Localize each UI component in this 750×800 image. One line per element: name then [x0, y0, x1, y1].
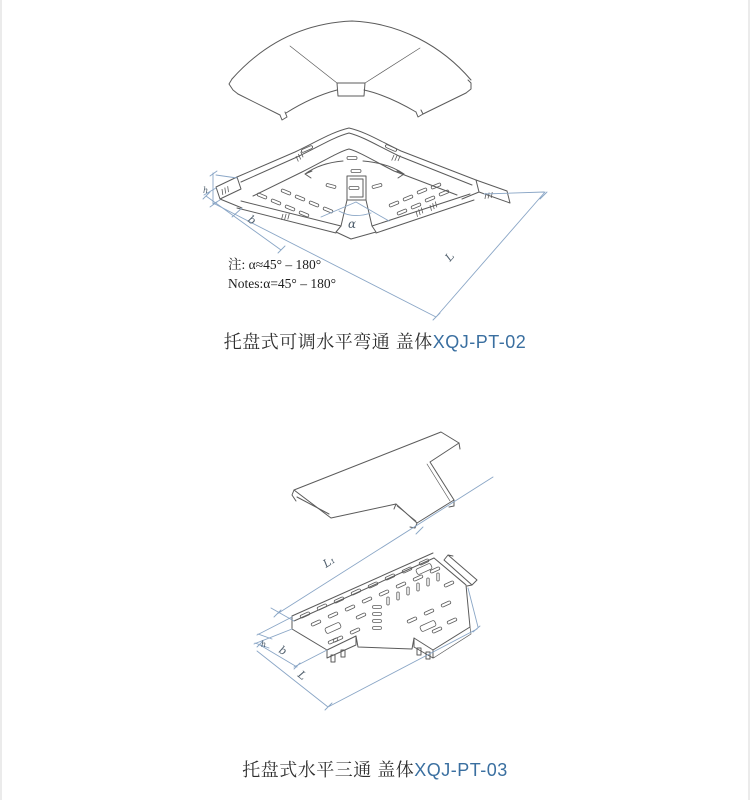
cover-inner-right-edge — [364, 90, 416, 112]
figure1-notes — [228, 255, 336, 293]
cover-outer-arc — [232, 21, 471, 80]
dim-label-height: h — [203, 186, 209, 195]
dim-label-length: L — [295, 668, 309, 683]
cover-center-notch — [337, 83, 365, 96]
cover-inner-left-edge — [286, 90, 337, 113]
tray-center-post — [347, 176, 366, 200]
note-line-en: Notes:α=45° – 180° — [228, 276, 336, 291]
dim-label-run-length: L₁ — [320, 553, 338, 571]
figure2-caption — [0, 756, 750, 782]
tee-cover-branch-fold — [397, 464, 450, 521]
elbow-cover — [229, 21, 471, 120]
dim-label-length: L — [442, 249, 458, 264]
flow-arrow-right — [363, 161, 404, 178]
figure1-dimension-lines — [203, 171, 547, 320]
figure1-caption — [0, 328, 750, 354]
dim-label-width: b — [245, 212, 259, 228]
dim-label-width: b — [276, 643, 290, 659]
figure2 — [254, 432, 493, 710]
cover-right-lip — [466, 80, 471, 93]
cover-right-foot — [416, 110, 423, 117]
figure2-model-code: XQJ-PT-03 — [414, 760, 508, 780]
dim-label-angle: α — [348, 217, 357, 231]
dim-width-line — [203, 188, 285, 253]
tray-front-right-wall — [372, 194, 474, 233]
cover-left-bottom-edge — [238, 94, 280, 115]
figure1-title: 托盘式可调水平弯通 盖体 — [223, 332, 433, 352]
figure2-dimension-lines — [254, 477, 493, 710]
tray-left-end-cap — [216, 177, 242, 208]
flow-arrow-left — [305, 161, 343, 178]
tee-tray — [292, 553, 477, 662]
figure1-model-code: XQJ-PT-02 — [432, 332, 527, 352]
elbow-tray — [216, 128, 510, 239]
tee-cover-branch-feet — [394, 443, 460, 528]
dim-label-height: h — [261, 640, 267, 649]
note-line-cn: 注: α≈45° – 180° — [228, 257, 322, 272]
cover-seam-left — [290, 46, 337, 83]
dim-height-lines — [254, 617, 292, 648]
dim-width-line — [257, 641, 327, 669]
cover-right-bottom-edge — [423, 93, 466, 114]
cover-left-lip — [229, 79, 238, 94]
dim-run-length-line — [271, 477, 493, 621]
cover-seam-right — [365, 48, 420, 83]
dim-length-lines — [257, 588, 480, 710]
tee-cover-outline — [294, 432, 459, 523]
figure2-title: 托盘式水平三通 盖体 — [242, 760, 415, 780]
